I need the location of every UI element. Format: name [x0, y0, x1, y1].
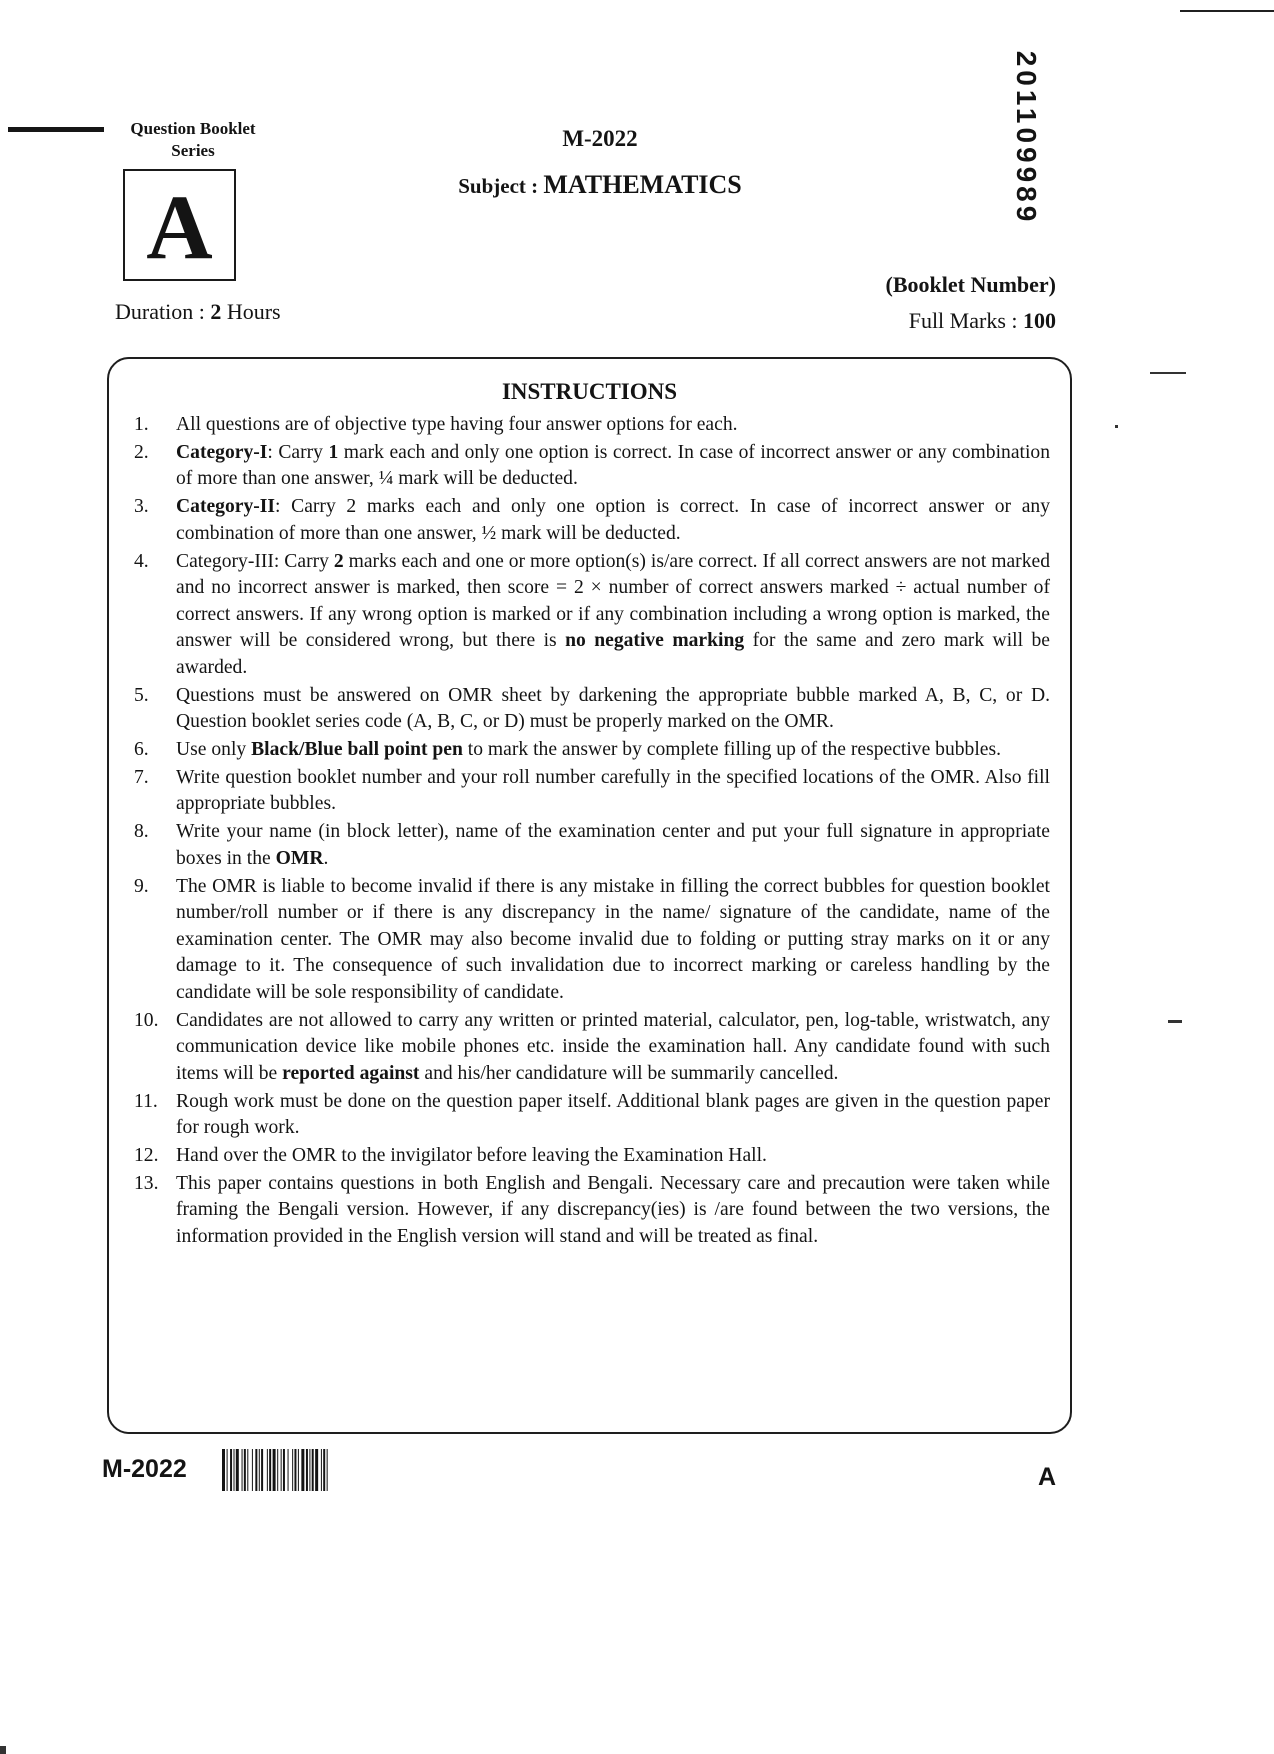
instruction-item	[120, 683, 1050, 736]
duration-unit: Hours	[221, 299, 281, 324]
instruction-text-run: Candidates are not allowed to carry any written or printed material, calculator, pen, log-table, wristwatch, any communication device like mobile phones etc. inside the examination hall. Any candidate found with such items will be	[176, 1009, 1050, 1084]
instruction-item	[120, 1089, 1050, 1142]
instruction-text	[176, 1171, 1050, 1251]
barcode-bar	[267, 1449, 268, 1491]
subject-label: Subject :	[458, 174, 544, 198]
instruction-number: 5.	[134, 684, 149, 706]
instruction-number: 10.	[134, 1009, 159, 1031]
barcode-bar	[247, 1449, 248, 1491]
instruction-item	[120, 1171, 1050, 1251]
barcode-bar	[321, 1449, 322, 1491]
instructions-title: INSTRUCTIONS	[501, 379, 678, 404]
barcode-bar	[292, 1449, 293, 1491]
instruction-bold-text: Category-I	[176, 441, 268, 463]
barcode-bar	[281, 1449, 282, 1491]
instruction-text	[176, 737, 1050, 764]
duration-value: 2	[210, 299, 222, 324]
full-marks-value: 100	[1023, 308, 1056, 333]
instruction-text	[176, 683, 1050, 736]
instruction-number: 11.	[134, 1090, 158, 1112]
instruction-bold-text: no negative marking	[565, 630, 745, 652]
instruction-text-run: : Carry	[267, 441, 329, 463]
instruction-number: 13.	[134, 1172, 159, 1194]
barcode-bar	[306, 1449, 308, 1491]
instruction-number: 8.	[134, 821, 149, 843]
instruction-text	[176, 765, 1050, 818]
barcode-bar	[255, 1449, 257, 1491]
margin-mark	[1180, 10, 1274, 12]
barcode-bar	[309, 1449, 310, 1491]
instruction-text-run: Category-III: Carry	[176, 550, 334, 572]
instruction-item	[120, 737, 1050, 764]
instruction-bold-text: 1	[328, 441, 339, 463]
instruction-number: 9.	[134, 875, 149, 897]
instruction-text-run: Write your name (in block letter), name of the examination center and put your full signature in appropriate boxes in the	[176, 821, 1050, 869]
instruction-item	[120, 1143, 1050, 1170]
instruction-text-run: : Carry 2 marks each and only one option is correct. In case of incorrect answer or any combination of more than one answer, ½ mark will be deducted.	[176, 496, 1050, 544]
barcode-bar	[283, 1449, 285, 1491]
instruction-text-run: .	[323, 847, 329, 869]
instruction-number: 3.	[134, 496, 149, 518]
instruction-text-run: mark each and only one option is correct. In case of incorrect answer or any combination of more than one answer, ¼ mark will be deducted.	[176, 441, 1050, 490]
instruction-text	[176, 440, 1050, 493]
barcode-bar	[244, 1449, 246, 1491]
instruction-number: 7.	[134, 766, 149, 788]
barcode-bar	[242, 1449, 243, 1491]
instruction-text	[176, 1089, 1050, 1142]
barcode-bar	[234, 1449, 235, 1491]
instruction-bold-text: Category-II	[176, 496, 276, 518]
instruction-bold-text: Black/Blue ball point pen	[251, 739, 463, 761]
margin-mark	[8, 127, 104, 132]
instruction-bold-text: 2	[333, 550, 344, 572]
barcode-bar	[259, 1449, 260, 1491]
instruction-text	[176, 819, 1050, 872]
instruction-item	[120, 440, 1050, 493]
barcode-bar	[327, 1449, 328, 1491]
full-marks-label: Full Marks :	[908, 308, 1023, 333]
series-label: Question Booklet Series	[130, 119, 256, 160]
full-marks	[909, 308, 1056, 334]
instruction-text-run: Write question booklet number and your roll number carefully in the specified locations of the OMR. Also fill appropriate bubbles.	[176, 766, 1050, 815]
instruction-text	[176, 874, 1050, 1007]
instruction-text-run: Questions must be answered on OMR sheet by darkening the appropriate bubble marked A, B, C, or D. Question booklet series code (A, B, C, or D) must be properly marked on the OMR.	[176, 684, 1050, 733]
instruction-text	[176, 412, 1050, 439]
instruction-text	[176, 549, 1050, 682]
instruction-item	[120, 494, 1050, 547]
instruction-text-run: for the same and zero mark will be awarded.	[176, 630, 1050, 678]
barcode-bar	[222, 1449, 225, 1491]
instruction-text	[176, 1008, 1050, 1088]
instruction-text	[176, 1143, 1050, 1170]
instruction-item	[120, 874, 1050, 1007]
barcode-bar	[269, 1449, 271, 1491]
series-letter: A	[146, 176, 213, 278]
footer-series-letter: A	[1038, 1463, 1057, 1491]
duration-label: Duration :	[115, 299, 211, 324]
instruction-text-run: to mark the answer by complete filling up of the respective bubbles.	[462, 739, 1002, 761]
subject-heading	[400, 170, 800, 200]
booklet-number	[1003, 38, 1048, 238]
instruction-text-run: All questions are of objective type having four answer options for each.	[176, 414, 738, 435]
barcode-bar	[312, 1449, 314, 1491]
instruction-item	[120, 549, 1050, 682]
instruction-item	[120, 819, 1050, 872]
instruction-text	[176, 494, 1050, 547]
instruction-number: 1.	[134, 414, 149, 435]
paper-code: M-2022	[562, 126, 638, 151]
instruction-text-run: The OMR is liable to become invalid if there is any mistake in filling the correct bubbles for question booklet number/roll number or if there is any discrepancy in the name/ signature of the candidate, name of the examination center. The OMR may also become invalid due to folding or putting stray marks on it or any damage to it. The consequence of such invalidation due to incorrect marking or careless handling by the candidate will be sole responsibility of candidate.	[176, 875, 1050, 1003]
booklet-number-value: 201109989	[1010, 50, 1042, 226]
instruction-item	[120, 765, 1050, 818]
instruction-text-run: This paper contains questions in both English and Bengali. Necessary care and precaution were taken while framing the Bengali version. However, if any discrepancy(ies) is /are found between the two versions, the information provided in the English version will stand and will be treated as final.	[176, 1172, 1050, 1248]
instruction-bold-text: reported against	[282, 1062, 420, 1084]
instruction-text-run: Rough work must be done on the question paper itself. Additional blank pages are given in the question paper for rough work.	[176, 1090, 1050, 1139]
subject-value: MATHEMATICS	[543, 170, 742, 199]
barcode-bar	[261, 1449, 263, 1491]
instruction-text-run: marks each and one or more option(s) is/are correct. If all correct answers are not marked and no incorrect answer is marked, then score = 2 × number of correct answers marked ÷ actual number of correct answers. If any wrong option is marked or if any combination including a wrong option is marked, the answer will be considered wrong, but there is	[176, 550, 1050, 652]
barcode	[222, 1449, 415, 1491]
instruction-text-run: and his/her candidature will be summarily cancelled.	[419, 1062, 839, 1084]
barcode-bar	[277, 1449, 278, 1491]
booklet-number-caption: (Booklet Number)	[885, 272, 1056, 297]
instruction-item	[120, 1008, 1050, 1088]
barcode-bar	[298, 1449, 299, 1491]
instruction-number: 6.	[134, 739, 149, 761]
duration	[115, 299, 281, 325]
barcode-bar	[323, 1449, 325, 1491]
instruction-number: 4.	[134, 550, 149, 572]
instruction-item	[120, 412, 1050, 439]
barcode-bar	[294, 1449, 296, 1491]
instruction-bold-text: OMR	[275, 847, 324, 869]
instructions-list	[120, 412, 1050, 1252]
instruction-number: 2.	[134, 441, 149, 463]
barcode-bar	[236, 1449, 239, 1491]
footer-paper-code: M-2022	[102, 1455, 187, 1483]
series-box	[123, 169, 236, 281]
barcode-bar	[227, 1449, 228, 1491]
instruction-text-run: Use only	[176, 739, 252, 761]
instruction-number: 12.	[134, 1145, 159, 1167]
barcode-bar	[315, 1449, 318, 1491]
barcode-bar	[301, 1449, 304, 1491]
barcode-bar	[230, 1449, 232, 1491]
instruction-text-run: Hand over the OMR to the invigilator before leaving the Examination Hall.	[176, 1145, 767, 1167]
barcode-bar	[288, 1449, 289, 1491]
barcode-bar	[273, 1449, 276, 1491]
barcode-bar	[252, 1449, 253, 1491]
